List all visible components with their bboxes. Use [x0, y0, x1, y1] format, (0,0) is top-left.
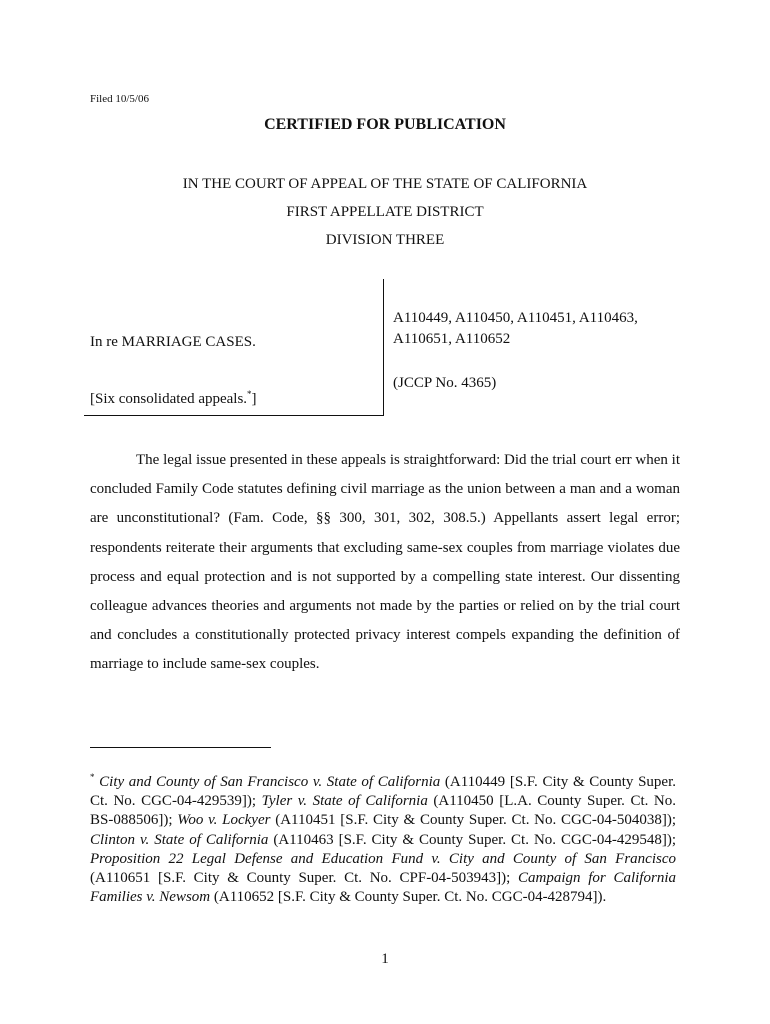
case-name: In re MARRIAGE CASES. — [90, 334, 256, 350]
consolidated-appeals: [Six consolidated appeals.*] — [90, 389, 257, 407]
caption-horizontal-rule — [84, 415, 384, 416]
case-numbers: A110449, A110450, A110451, A110463, A110651, A110652 — [393, 310, 638, 347]
opinion-paragraph: The legal issue presented in these appeals is straightforward: Did the trial court err when it concluded Family Code statutes defining civil marriage as the union between a man and a woman are unconstitutional? (Fam. Code, §§ 300, 301, 302, 308.5.) Appellants assert legal error; respondents reiterate their arguments that excluding same-sex couples from marriage violates due process and equal protection and is not supported by a compelling state interest. Our dissenting colleague advances theories and arguments not made by the parties or relied on by the trial court and concludes a constitutionally protected privacy interest compels expanding the definition of marriage to include same-sex couples. — [90, 452, 680, 673]
caption-vertical-rule — [383, 279, 384, 416]
appellate-district: FIRST APPELLATE DISTRICT — [286, 204, 484, 220]
court-name: IN THE COURT OF APPEAL OF THE STATE OF CALIFORNIA — [182, 176, 588, 192]
filed-date: Filed 10/5/06 — [90, 93, 149, 105]
footnote: * City and County of San Francisco v. State of California (A110449 [S.F. City & County Super. Ct. No. CGC-04-429539]); Tyler v. State of California (A110450 [L.A. County Super. Ct. No. BS-088506]); Woo v. Lockyer (A110451 [S.F. City & County Super. Ct. No. CGC-04-504038]); Clinton v. State of California (A110463 [S.F. City & County Super. Ct. No. CGC-04-429548]); Proposition 22 Legal Defense and Education Fund v. City and County of San Francisco (A110651 [S.F. City & County Super. Ct. No. CPF-04-503943]); Campaign for California Families v. Newsom (A110652 [S.F. City & County Super. Ct. No. CGC-04-428794]). — [90, 772, 677, 906]
footnote-separator — [90, 747, 271, 748]
division: DIVISION THREE — [325, 232, 445, 248]
footnote-marker: * — [247, 389, 252, 399]
certified-heading: CERTIFIED FOR PUBLICATION — [264, 116, 506, 133]
jccp-number: (JCCP No. 4365) — [393, 375, 497, 391]
page-number: 1 — [381, 951, 389, 967]
